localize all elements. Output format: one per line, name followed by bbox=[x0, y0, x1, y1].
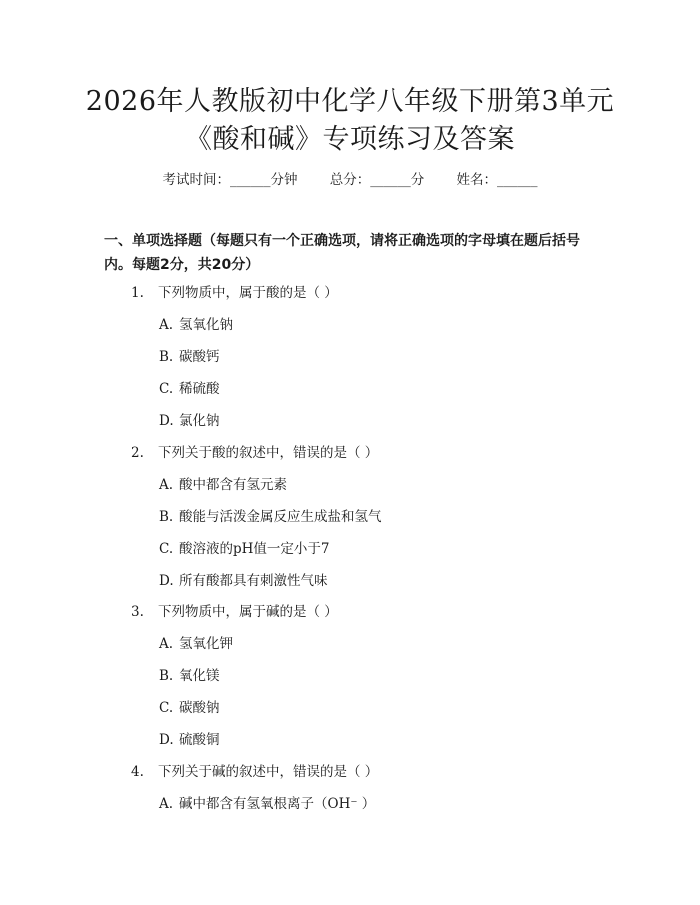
question-4 bbox=[131, 760, 378, 780]
exam-time-label: 考试时间： bbox=[162, 172, 230, 188]
option-letter: A. bbox=[159, 317, 174, 333]
option-text: 酸中都含有氢元素 bbox=[179, 477, 287, 493]
exam-time-field bbox=[162, 172, 297, 188]
student-name-label: 姓名： bbox=[456, 172, 498, 188]
student-name-field bbox=[457, 172, 538, 188]
total-score-field bbox=[330, 172, 425, 188]
option-text: 碳酸钠 bbox=[179, 700, 220, 716]
option-letter: C. bbox=[159, 700, 174, 716]
total-score-blank: ______ bbox=[370, 172, 411, 188]
option-letter: A. bbox=[159, 477, 174, 493]
option bbox=[159, 409, 220, 429]
exam-info-line bbox=[0, 168, 700, 188]
option bbox=[159, 313, 233, 333]
option-text: 硫酸铜 bbox=[179, 732, 220, 748]
question-2 bbox=[131, 441, 378, 461]
option bbox=[159, 632, 233, 652]
option-text: 稀硫酸 bbox=[179, 381, 220, 397]
total-score-label: 总分： bbox=[329, 172, 371, 188]
option-letter: B. bbox=[159, 349, 174, 365]
option bbox=[159, 537, 330, 557]
question-number: 3. bbox=[131, 604, 144, 620]
option-text: 酸溶液的pH值一定小于7 bbox=[179, 541, 330, 557]
question-number: 4. bbox=[131, 764, 144, 780]
option bbox=[159, 473, 287, 493]
option-letter: B. bbox=[159, 509, 174, 525]
exam-time-blank: ______ bbox=[229, 172, 271, 188]
option-text: 所有酸都具有刺激性气味 bbox=[179, 573, 328, 589]
option bbox=[159, 664, 220, 684]
option-text: 酸能与活泼金属反应生成盐和氢气 bbox=[179, 509, 382, 525]
option bbox=[159, 728, 220, 748]
option bbox=[159, 377, 220, 397]
student-name-blank: ______ bbox=[497, 172, 538, 188]
document-title-line-2: 《酸和碱》专项练习及答案 bbox=[185, 124, 515, 155]
option-text: 氢氧化钾 bbox=[179, 636, 233, 652]
question-text: 下列关于酸的叙述中，错误的是（ ） bbox=[158, 445, 379, 461]
option-letter: A. bbox=[159, 796, 174, 812]
question-text: 下列关于碱的叙述中，错误的是（ ） bbox=[158, 764, 379, 780]
option-text: 碳酸钙 bbox=[179, 349, 220, 365]
option-letter: C. bbox=[159, 381, 174, 397]
option-letter: D. bbox=[159, 573, 174, 589]
question-number: 2. bbox=[131, 445, 144, 461]
option-letter: D. bbox=[159, 732, 174, 748]
exam-time-unit: 分钟 bbox=[270, 172, 298, 188]
option-letter: A. bbox=[159, 636, 174, 652]
question-number: 1. bbox=[131, 285, 144, 301]
question-text: 下列物质中，属于酸的是（ ） bbox=[158, 285, 338, 301]
option-text: 氯化钠 bbox=[179, 413, 220, 429]
option bbox=[159, 505, 382, 525]
option bbox=[159, 792, 375, 812]
option bbox=[159, 345, 220, 365]
option-text: 氢氧化钠 bbox=[179, 317, 233, 333]
question-1 bbox=[131, 281, 338, 301]
option bbox=[159, 569, 328, 589]
option-letter: C. bbox=[159, 541, 174, 557]
question-3 bbox=[131, 600, 338, 620]
option-letter: B. bbox=[159, 668, 174, 684]
option bbox=[159, 696, 220, 716]
question-text: 下列物质中，属于碱的是（ ） bbox=[158, 604, 338, 620]
option-letter: D. bbox=[159, 413, 174, 429]
option-text: 氧化镁 bbox=[179, 668, 220, 684]
option-text: 碱中都含有氢氧根离子（OH⁻ ） bbox=[179, 796, 376, 812]
total-score-unit: 分 bbox=[410, 172, 425, 188]
document-title-line-1: 2026年人教版初中化学八年级下册第3单元 bbox=[85, 86, 615, 117]
section-heading: 一、单项选择题（每题只有一个正确选项，请将正确选项的字母填在题后括号内。每题2分，共20分） bbox=[104, 233, 580, 273]
